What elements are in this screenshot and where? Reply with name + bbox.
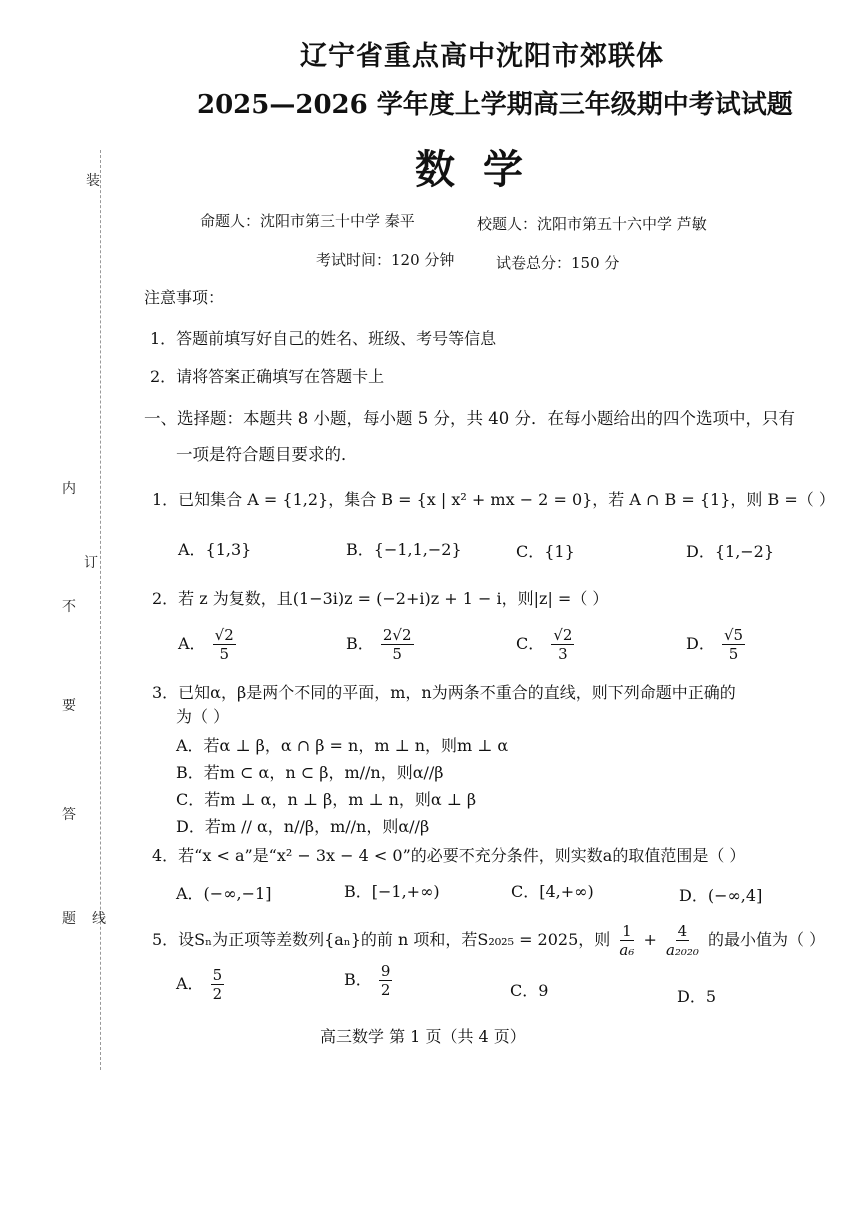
q5-option-c-letter: C．	[510, 981, 539, 1000]
q5-stem	[152, 922, 825, 959]
q2-option-b-den: 5	[392, 645, 402, 663]
q5-option-b-num: 9	[380, 962, 391, 980]
q5-option-a-num: 5	[212, 966, 223, 984]
q5-plus-sign: +	[643, 930, 657, 949]
margin-char-ding: 订	[84, 555, 98, 571]
margin-char-bu: 不	[62, 599, 76, 615]
q5-fraction-2-den: a₂₀₂₀	[665, 941, 699, 959]
q5-fraction-1-den: a₆	[619, 941, 635, 959]
q5-fraction-2-num: 4	[677, 922, 688, 940]
q5-stem-part-a: 5．设Sₙ为正项等差数列{aₙ}的前 n 项和，若S₂₀₂₅ = 2025，则	[152, 930, 611, 949]
q3-option-d: D．若m // α，n//β，m//n，则α//β	[176, 817, 430, 836]
q2-option-b-fraction	[381, 626, 414, 663]
q5-option-c	[510, 978, 548, 1001]
exam-time: 考试时间：120 分钟	[316, 251, 455, 269]
q5-fraction-1-num: 1	[622, 922, 632, 940]
margin-char-ti: 题	[62, 911, 76, 927]
q2-option-d-den: 5	[728, 645, 739, 663]
q5-fraction-2	[664, 922, 701, 959]
q2-option-a-letter: A．	[178, 634, 206, 653]
q2-stem: 2．若 z 为复数，且(1−3i)z = (−2+i)z + 1 − i，则|z| =（ ）	[152, 589, 609, 608]
q5-stem-part-b: 的最小值为（ ）	[708, 930, 826, 949]
q2-option-b-letter: B．	[346, 634, 374, 653]
q5-option-a	[176, 966, 226, 1003]
q3-option-a: A．若α ⊥ β，α ∩ β = n，m ⊥ n，则m ⊥ α	[176, 736, 509, 755]
q4-option-d: D．(−∞,4]	[679, 886, 763, 905]
notice-item-1: 1．答题前填写好自己的姓名、班级、考号等信息	[150, 329, 497, 348]
q2-option-b	[346, 626, 416, 663]
q2-option-d-letter: D．	[686, 634, 715, 653]
subject-title: 数学	[415, 146, 551, 193]
q3-option-c: C．若m ⊥ α，n ⊥ β，m ⊥ n，则α ⊥ β	[176, 790, 477, 809]
q1-option-b: B．{−1,1,−2}	[346, 540, 462, 559]
q5-option-b-den: 2	[380, 981, 391, 999]
q5-option-d	[677, 984, 716, 1007]
q4-option-a: A．(−∞,−1]	[176, 884, 272, 903]
q5-fraction-1	[617, 922, 636, 959]
total-score: 试卷总分：150 分	[496, 254, 620, 272]
q5-option-c-value: 9	[538, 981, 549, 1000]
q1-option-a: A．{1,3}	[178, 540, 252, 559]
q4-option-b: B．[−1,+∞)	[344, 882, 440, 901]
section1-line2: 一项是符合题目要求的．	[176, 445, 358, 464]
q2-option-a-num: √2	[214, 626, 234, 644]
q2-option-d-num: √5	[723, 626, 744, 644]
q5-option-a-den: 2	[212, 985, 223, 1003]
q2-option-d	[686, 626, 747, 663]
notice-heading: 注意事项：	[144, 288, 225, 307]
section1-line1: 一、选择题：本题共 8 小题，每小题 5 分，共 40 分．在每小题给出的四个选项中，只有	[144, 409, 795, 428]
q1-option-c: C．{1}	[516, 542, 575, 561]
q2-option-d-fraction	[722, 626, 745, 663]
q2-option-c-den: 3	[558, 645, 568, 663]
q2-option-a-fraction	[213, 626, 236, 663]
q1-stem: 1．已知集合 A = {1,2}，集合 B = {x | x² + mx − 2 = 0}，若 A ∩ B = {1}，则 B =（ ）	[152, 490, 835, 509]
q2-option-c	[516, 626, 576, 663]
q2-option-c-num: √2	[553, 626, 573, 644]
exam-title-line2: 2025—2026 学年度上学期高三年级期中考试试题	[197, 90, 793, 120]
margin-char-yao: 要	[62, 698, 76, 714]
q2-option-a-den: 5	[219, 645, 229, 663]
q5-option-b-letter: B．	[344, 970, 372, 989]
margin-char-zhuang: 装	[86, 173, 100, 189]
q5-option-a-letter: A．	[176, 974, 204, 993]
q4-option-c: C．[4,+∞)	[511, 882, 594, 901]
q3-stem-line2: 为（ ）	[176, 707, 230, 726]
setter-info: 命题人：沈阳市第三十中学 秦平	[200, 212, 415, 230]
q5-option-b	[344, 962, 394, 999]
exam-title-line1: 辽宁省重点高中沈阳市郊联体	[300, 41, 664, 72]
reviewer-info: 校题人：沈阳市第五十六中学 芦敏	[477, 215, 707, 233]
notice-item-2: 2．请将答案正确填写在答题卡上	[150, 367, 385, 386]
q5-option-d-value: 5	[705, 987, 717, 1006]
q3-option-b: B．若m ⊂ α，n ⊂ β，m//n，则α//β	[176, 763, 444, 782]
q5-option-d-letter: D．	[677, 987, 706, 1006]
q3-stem-line1: 3．已知α，β是两个不同的平面，m，n为两条不重合的直线，则下列命题中正确的	[152, 683, 736, 702]
margin-char-xian: 线	[92, 911, 106, 927]
q5-option-b-fraction	[379, 962, 393, 999]
q5-option-a-fraction	[211, 966, 225, 1003]
q1-option-d: D．{1,−2}	[686, 542, 775, 561]
q2-option-a	[178, 626, 238, 663]
binding-dashed-line	[100, 150, 101, 1070]
page-footer: 高三数学 第 1 页（共 4 页）	[320, 1027, 526, 1046]
q2-option-c-letter: C．	[516, 634, 545, 653]
margin-char-nei: 内	[62, 481, 76, 497]
margin-char-da: 答	[62, 807, 76, 823]
q2-option-b-num: 2√2	[382, 626, 412, 644]
q2-option-c-fraction	[551, 626, 574, 663]
q4-stem: 4．若“x < a”是“x² − 3x − 4 < 0”的必要不充分条件，则实数a的取值范围是（ ）	[152, 846, 746, 865]
